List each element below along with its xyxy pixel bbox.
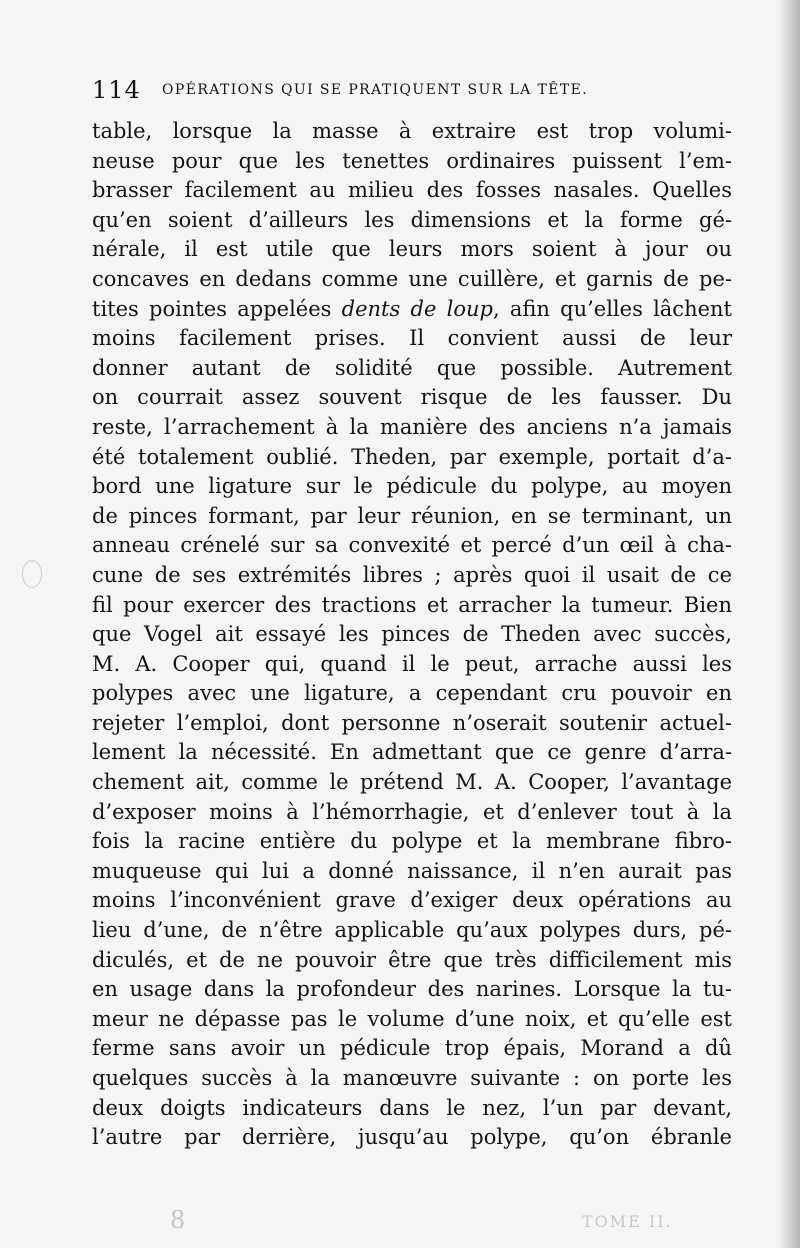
text-line: lieu d’une, de n’être applicable qu’aux polypes durs, pé- — [92, 918, 732, 943]
text-line: cune de ses extrémités libres ; après quoi il usait de ce — [92, 562, 732, 587]
text-line: muqueuse qui lui a donné naissance, il n’en aurait pas — [92, 858, 732, 883]
text-line: rejeter l’emploi, dont personne n’oserait soutenir actuel- — [92, 710, 732, 735]
text-line: en usage dans la profondeur des narines. Lorsque la tu- — [92, 977, 732, 1002]
volume-mark: TOME II. — [582, 1212, 673, 1231]
text-line: concaves en dedans comme une cuillère, et garnis de pe- — [92, 266, 732, 291]
page-number: 114 — [92, 76, 141, 104]
text-line: d’exposer moins à l’hémorrhagie, et d’enlever tout à la — [92, 799, 732, 824]
text-line: diculés, et de ne pouvoir être que très difficilement mis — [92, 947, 732, 972]
text-line: table, lorsque la masse à extraire est trop volumi- — [92, 119, 732, 143]
text-line: chement ait, comme le prétend M. A. Cooper, l’avantage — [92, 770, 732, 795]
text-line: nérale, il est utile que leurs mors soient à jour ou — [92, 237, 732, 262]
text-line: lement la nécessité. En admettant que ce genre d’arra- — [92, 740, 732, 765]
text-line: été totalement oublié. Theden, par exemple, portait d’a- — [92, 444, 732, 469]
text-line: quelques succès à la manœuvre suivante : on porte les — [92, 1066, 732, 1090]
text-line: fois la racine entière du polype et la membrane fibro- — [92, 829, 732, 854]
page-edge-shadow — [778, 0, 800, 1248]
body-text — [92, 117, 732, 1153]
text-line: ferme sans avoir un pédicule trop épais, Morand a dû — [92, 1036, 732, 1061]
page-header — [92, 76, 692, 106]
text-line: meur ne dépasse pas le volume d’une noix, et qu’elle est — [92, 1006, 732, 1031]
text-line: neuse pour que les tenettes ordinaires puissent l’em- — [92, 148, 732, 173]
text-line: polypes avec une ligature, a cependant cru pouvoir en — [92, 681, 732, 706]
text-line: donner autant de solidité que possible. Autrement — [92, 355, 732, 380]
signature-mark: 8 — [170, 1206, 186, 1234]
italic-term: dents de loup — [341, 296, 493, 321]
text-line: moins l’inconvénient grave d’exiger deux opérations au — [92, 888, 732, 913]
text-line: reste, l’arrachement à la manière des anciens n’a jamais — [92, 414, 732, 439]
text-line: deux doigts indicateurs dans le nez, l’un par devant, — [92, 1095, 732, 1120]
text-line: fil pour exercer des tractions et arracher la tumeur. Bien — [92, 592, 732, 617]
text-line: anneau crénelé sur sa convexité et percé d’un œil à cha- — [92, 533, 732, 558]
margin-stain — [22, 560, 42, 588]
text-fragment: , afin qu’elles lâchent — [492, 296, 732, 321]
text-line: on courrait assez souvent risque de les fausser. Du — [92, 385, 732, 410]
text-line — [92, 295, 732, 325]
text-line: qu’en soient d’ailleurs les dimensions et la forme gé- — [92, 207, 732, 232]
text-line: que Vogel ait essayé les pinces de Theden avec succès, — [92, 622, 732, 647]
text-line: M. A. Cooper qui, quand il le peut, arrache aussi les — [92, 651, 732, 676]
text-line: l’autre par derrière, jusqu’au polype, qu’on ébranle — [92, 1125, 732, 1150]
running-head: OPÉRATIONS QUI SE PRATIQUENT SUR LA TÊTE. — [162, 82, 589, 98]
text-line: de pinces formant, par leur réunion, en se terminant, un — [92, 503, 732, 528]
text-line: bord une ligature sur le pédicule du polype, au moyen — [92, 474, 732, 499]
text-fragment: tites pointes appelées — [92, 296, 342, 321]
text-line: moins facilement prises. Il convient aussi de leur — [92, 326, 732, 351]
text-line: brasser facilement au milieu des fosses nasales. Quelles — [92, 178, 732, 203]
